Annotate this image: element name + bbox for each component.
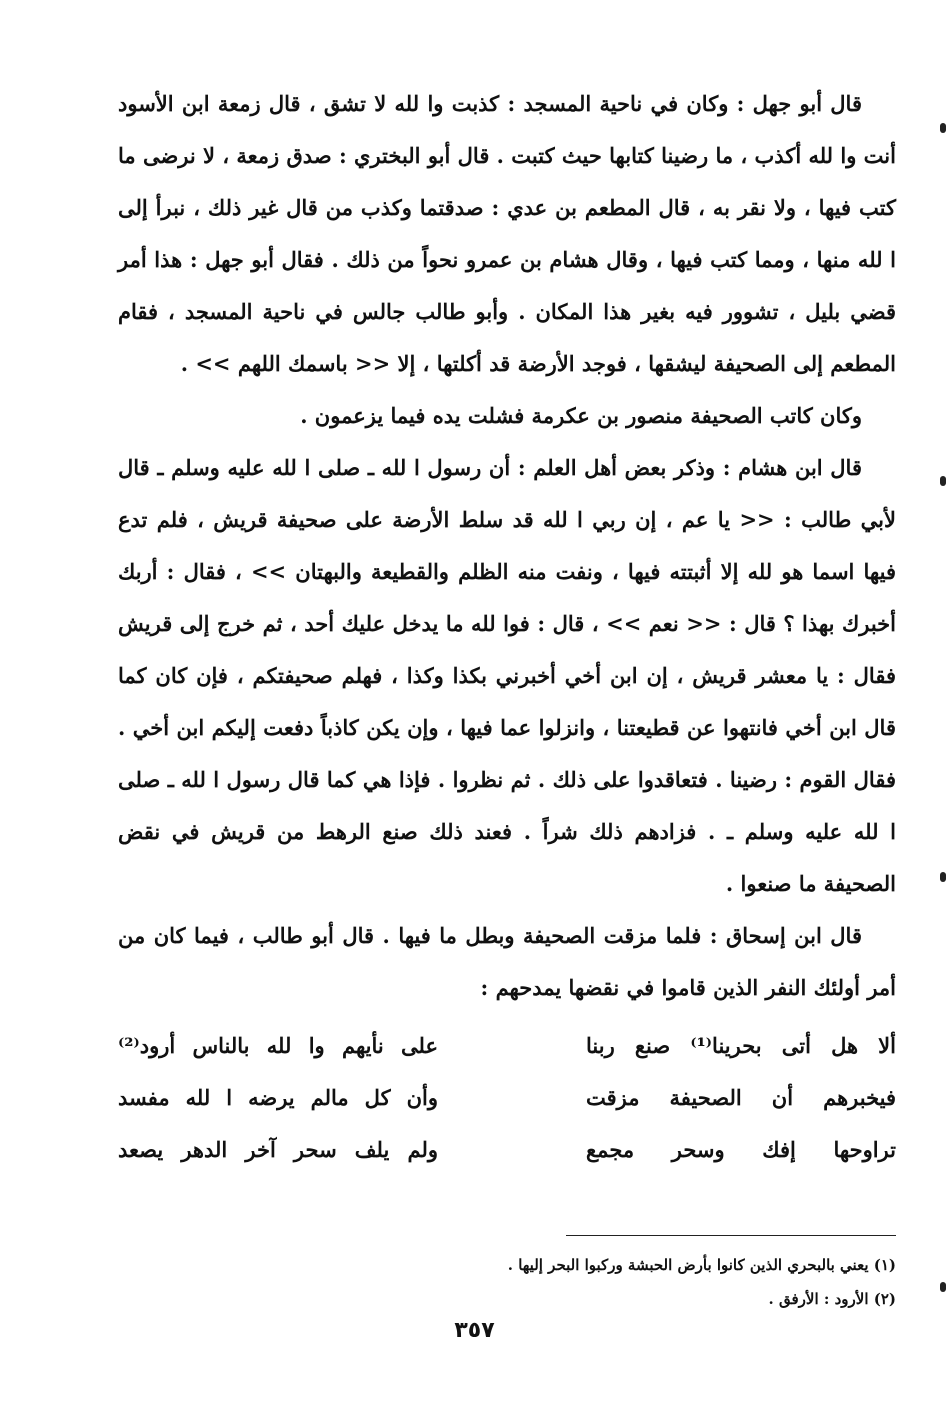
footnotes (118, 1248, 896, 1316)
paragraph-4: قال ابن إسحاق : فلما مزقت الصحيفة وبطل ما فيها . قال أبو طالب ، فيما كان من أمر أولئك النفر الذين قاموا في نقضها يمدحهم : (118, 923, 896, 1000)
poem-verse (118, 1020, 896, 1072)
paragraph-3: قال ابن هشام : وذكر بعض أهل العلم : أن رسول ا لله ـ صلى ا لله عليه وسلم ـ قال لأبي طالب : << يا عم ، إن ربي ا لله قد سلط الأرضة على صحيفة قريش ، فلم تدع فيها اسما هو لله إلا أثبتته فيها ، ونفت منه الظلم والقطيعة والبهتان >> ، فقال : أربك أخبرك بهذا ؟ قال : << نعم >> ، قال : فوا لله ما يدخل عليك أحد ، ثم خرج إلى قريش فقال : يا معشر قريش ، إن ابن أخي أخبرني بكذا وكذا ، فهلم صحيفتكم ، فإن كان كما قال ابن أخي فانتهوا عن قطيعتنا ، وانزلوا عما فيها ، وإن يكن كاذباً دفعت إليكم ابن أخي . فقال القوم : رضينا . فتعاقدوا على ذلك . ثم نظروا . فإذا هي كما قال رسول ا لله ـ صلى ا لله عليه وسلم ـ . فزادهم ذلك شراً . فعند ذلك صنع الرهط من قريش في نقض الصحيفة ما صنعوا . (118, 455, 896, 896)
verse-first-hemistich: ألا هل أتى بحرينا⁽¹⁾ صنع ربنا (586, 1033, 896, 1058)
verse-second-hemistich: وأن كل مالم يرضه ا لله مفسد (118, 1085, 438, 1110)
scan-edge-mark (940, 1282, 946, 1292)
poem-verse (118, 1124, 896, 1176)
poem-verse (118, 1072, 896, 1124)
verse-second-hemistich: على نأيهم وا لله بالناس أرود⁽²⁾ (118, 1033, 438, 1058)
footnote-separator (566, 1235, 896, 1236)
poem (118, 1020, 896, 1176)
paragraph-1: قال أبو جهل : وكان في ناحية المسجد : كذبت وا لله لا تشق ، قال زمعة ابن الأسود أنت وا لله أكذب ، ما رضينا كتابها حيث كتبت . قال أبو البختري : صدق زمعة ، لا نرضى ما كتب فيها ، ولا نقر به ، قال المطعم بن عدي : صدقتما وكذب من قال غير ذلك ، نبرأ إلى ا لله منها ، ومما كتب فيها ، وقال هشام بن عمرو نحواً من ذلك . فقال أبو جهل : هذا أمر قضي بليل ، تشوور فيه بغير هذا المكان . وأبو طالب جالس في ناحية المسجد ، فقام المطعم إلى الصحيفة ليشقها ، فوجد الأرضة قد أكلتها ، إلا << باسمك اللهم >> . (118, 91, 896, 376)
page-number: ٣٥٧ (454, 1318, 495, 1343)
verse-second-hemistich: ولم يلف سحر آخر الدهر يصعد (118, 1137, 438, 1162)
footnote-1: (١) يعني بالبحري الذين كانوا بأرض الحبشة وركبوا البحر إليها . (507, 1256, 896, 1274)
scan-edge-mark (940, 123, 946, 133)
verse-first-hemistich: تراوحها إفك وسحر مجمع (586, 1137, 896, 1162)
page-body (118, 78, 896, 1176)
scan-edge-mark (940, 476, 946, 486)
paragraph-2: وكان كاتب الصحيفة منصور بن عكرمة فشلت يده فيما يزعمون . (300, 403, 862, 428)
scan-edge-mark (940, 872, 946, 882)
footnote-2: (٢) الأرود : الأرفق . (768, 1290, 896, 1308)
verse-first-hemistich: فيخبرهم أن الصحيفة مزقت (586, 1085, 896, 1110)
